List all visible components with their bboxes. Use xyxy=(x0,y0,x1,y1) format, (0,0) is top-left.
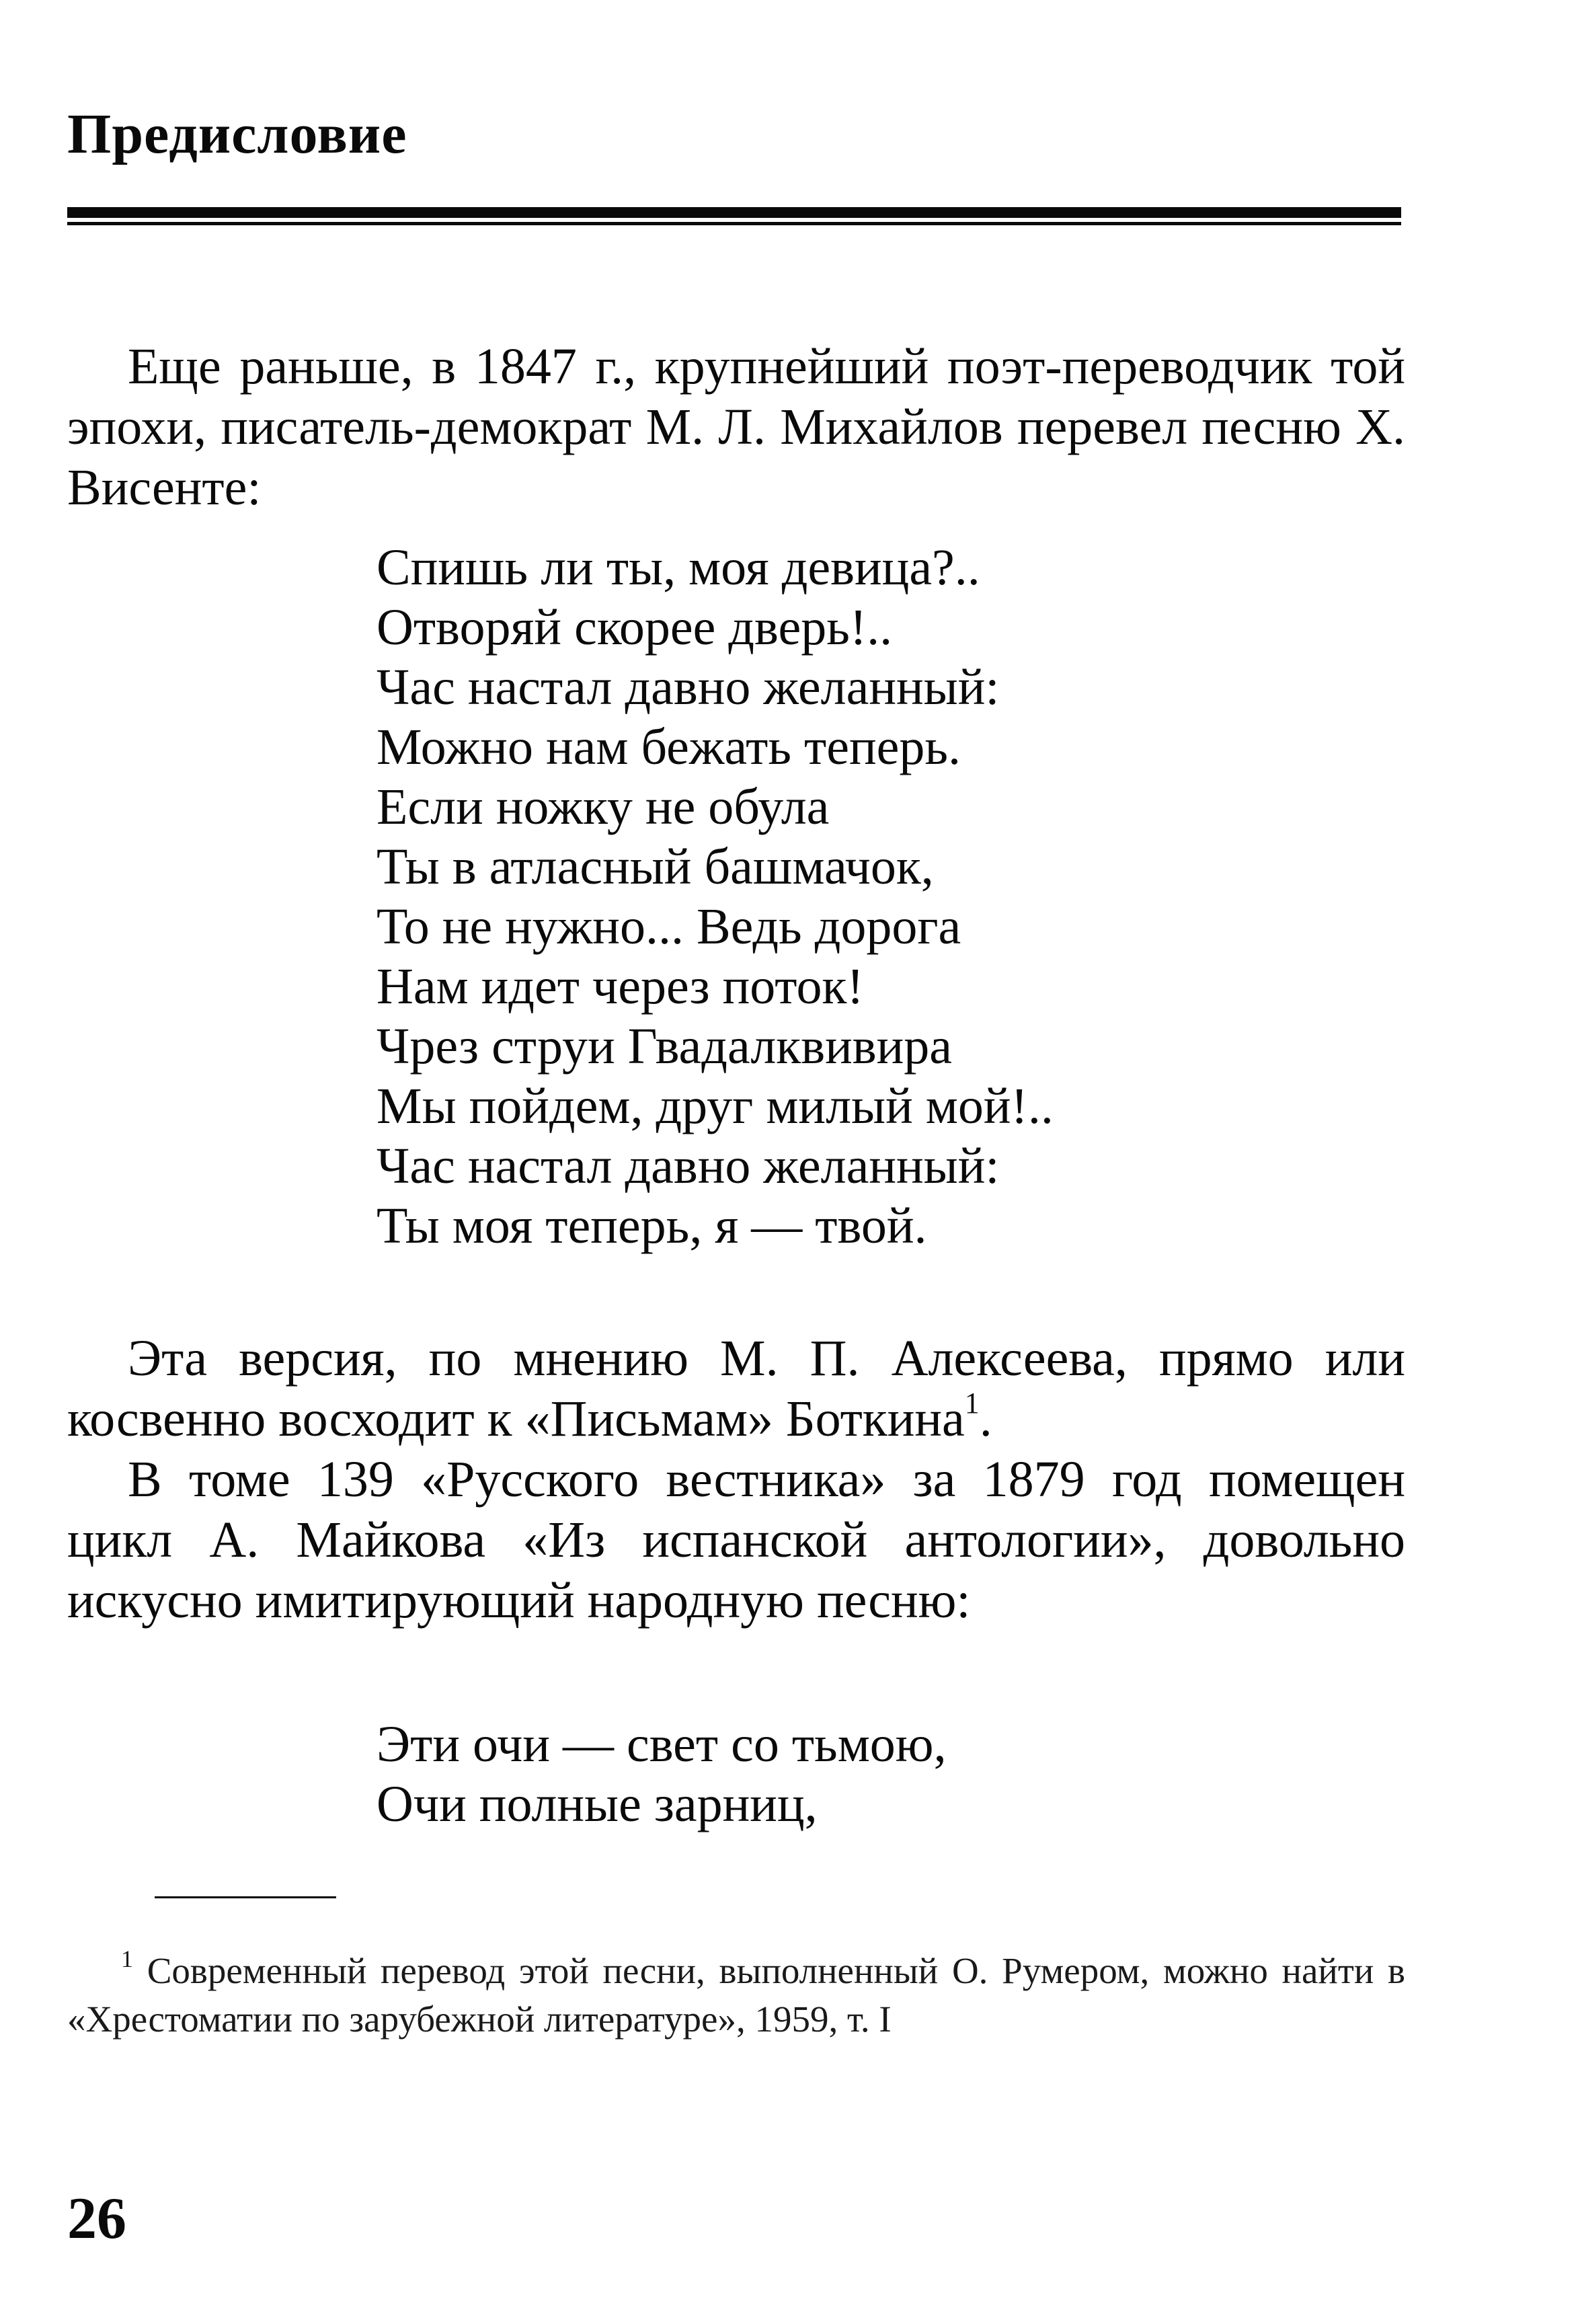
paragraph-2-3-block xyxy=(67,1328,1405,1631)
footnote-text: Современный перевод этой песни, выполненный О. Румером, можно найти в «Хрестоматии по зарубежной литературе», 1959, т. I xyxy=(67,1950,1405,2040)
paragraph-2-tail: . xyxy=(979,1391,992,1447)
running-head: Предисловие xyxy=(67,103,407,165)
header-rule xyxy=(67,207,1401,218)
footnote-rule xyxy=(155,1896,336,1898)
verse-1-line: Отворяй скорее дверь!.. xyxy=(377,599,893,656)
verse-1-line: Ты в атласный башмачок, xyxy=(377,839,934,895)
paragraph-2-text: Эта версия, по мнению М. П. Алексеева, прямо или косвенно восходит к «Письмам» Боткина xyxy=(67,1330,1405,1447)
verse-1-line: То не нужно... Ведь дорога xyxy=(377,898,961,955)
paragraph-2 xyxy=(67,1328,1405,1449)
verse-1-line: Час настал давно желанный: xyxy=(377,659,1000,715)
footnote xyxy=(67,1947,1405,2044)
page-number: 26 xyxy=(67,2186,126,2251)
footnote-reference[interactable]: 1 xyxy=(964,1387,980,1420)
footnote-marker: 1 xyxy=(121,1945,133,1972)
verse-1-line: Мы пойдем, друг милый мой!.. xyxy=(377,1078,1054,1134)
verse-1-line: Если ножку не обула xyxy=(377,779,830,835)
verse-1 xyxy=(377,538,1385,1256)
verse-1-line: Нам идет через поток! xyxy=(377,958,864,1015)
verse-2-line: Очи полные зарниц, xyxy=(377,1776,818,1832)
verse-1-line: Ты моя теперь, я — твой. xyxy=(377,1198,927,1254)
verse-1-line: Чрез струи Гвадалквивира xyxy=(377,1018,953,1075)
paragraph-1: Еще раньше, в 1847 г., крупнейший поэт-переводчик той эпохи, писатель-демократ М. Л. Михайлов перевел песню Х. Висенте: xyxy=(67,338,1405,516)
verse-1-line: Час настал давно желанный: xyxy=(377,1138,1000,1194)
verse-1-line: Спишь ли ты, моя девица?.. xyxy=(377,539,980,596)
paragraph-1-block xyxy=(67,336,1405,518)
verse-2-line: Эти очи — свет со тьмою, xyxy=(377,1716,947,1773)
paragraph-3: В томе 139 «Русского вестника» за 1879 год помещен цикл А. Майкова «Из испанской антологии», довольно искусно имитирующий народную песню: xyxy=(67,1451,1405,1629)
verse-2 xyxy=(377,1715,1385,1834)
verse-1-line: Можно нам бежать теперь. xyxy=(377,719,961,775)
